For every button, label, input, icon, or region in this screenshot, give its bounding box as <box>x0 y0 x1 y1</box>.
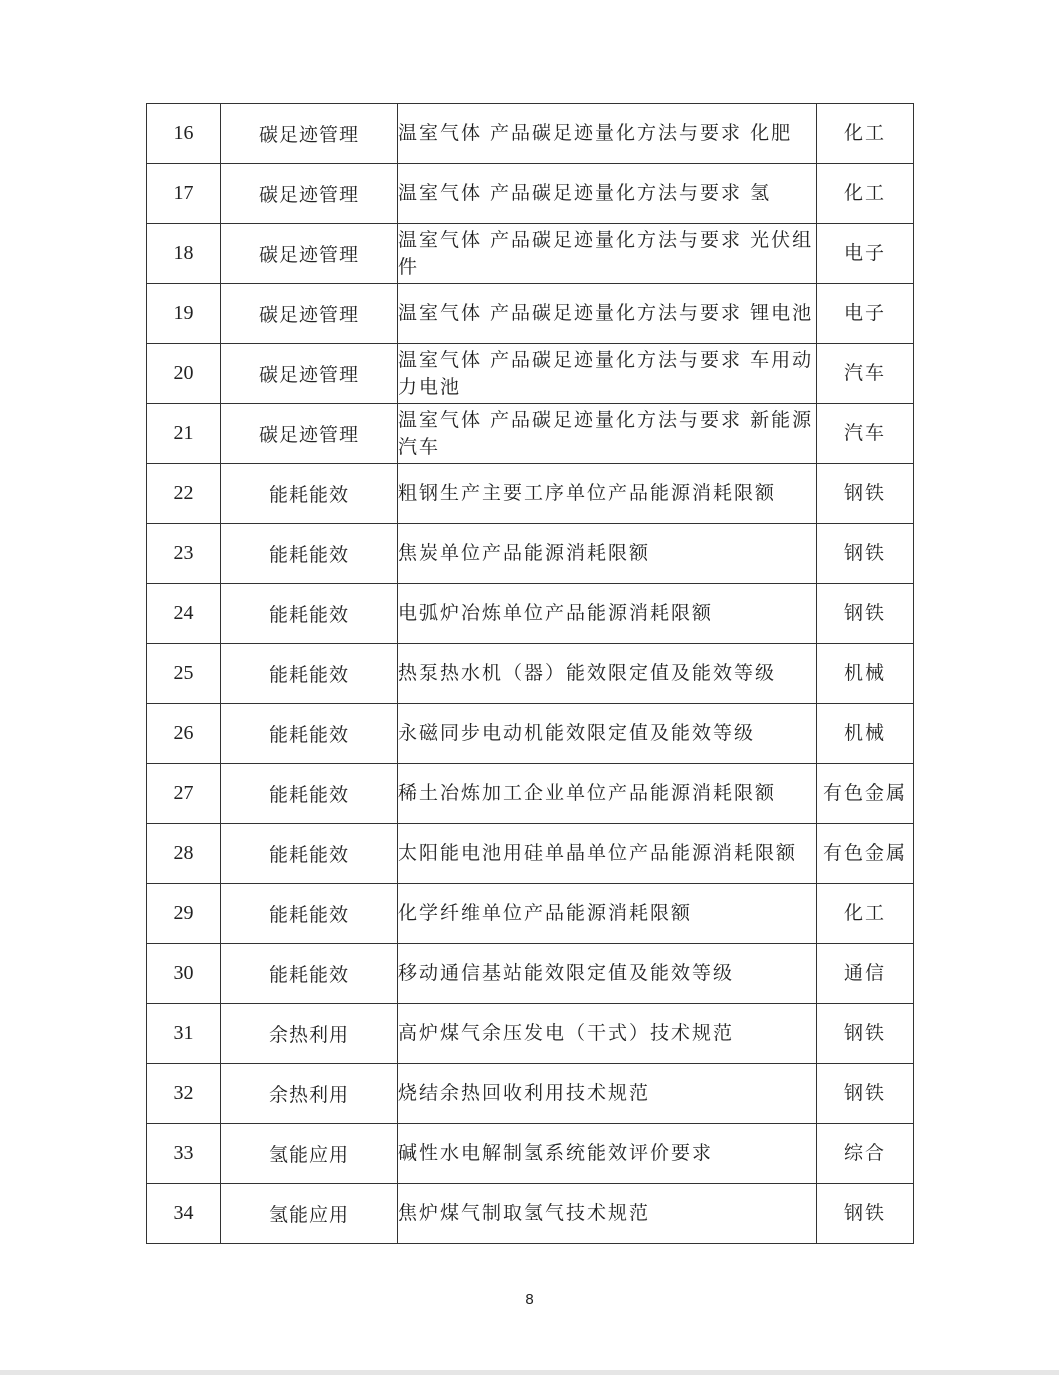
industry-cell: 钢铁 <box>817 1004 914 1064</box>
category-cell: 能耗能效 <box>221 584 398 644</box>
table-row <box>147 944 914 1004</box>
row-number-cell: 20 <box>147 344 221 404</box>
category-cell: 碳足迹管理 <box>221 104 398 164</box>
industry-cell: 通信 <box>817 944 914 1004</box>
table-row <box>147 344 914 404</box>
standard-name-cell: 稀土冶炼加工企业单位产品能源消耗限额 <box>398 764 817 824</box>
standard-name-cell: 永磁同步电动机能效限定值及能效等级 <box>398 704 817 764</box>
row-number-cell: 25 <box>147 644 221 704</box>
category-cell: 碳足迹管理 <box>221 284 398 344</box>
standard-name-cell: 温室气体 产品碳足迹量化方法与要求 光伏组件 <box>398 224 817 284</box>
table-row <box>147 524 914 584</box>
row-number-cell: 22 <box>147 464 221 524</box>
table-row <box>147 404 914 464</box>
table-row <box>147 584 914 644</box>
industry-cell: 钢铁 <box>817 464 914 524</box>
row-number-cell: 24 <box>147 584 221 644</box>
category-cell: 能耗能效 <box>221 704 398 764</box>
table-row <box>147 464 914 524</box>
row-number-cell: 23 <box>147 524 221 584</box>
table-row <box>147 104 914 164</box>
table-row <box>147 284 914 344</box>
row-number-cell: 30 <box>147 944 221 1004</box>
industry-cell: 汽车 <box>817 404 914 464</box>
row-number-cell: 34 <box>147 1184 221 1244</box>
industry-cell: 电子 <box>817 224 914 284</box>
table-row <box>147 1124 914 1184</box>
standard-name-cell: 温室气体 产品碳足迹量化方法与要求 车用动力电池 <box>398 344 817 404</box>
row-number-cell: 33 <box>147 1124 221 1184</box>
page-number: 8 <box>525 1291 534 1308</box>
row-number-cell: 32 <box>147 1064 221 1124</box>
standard-name-cell: 温室气体 产品碳足迹量化方法与要求 化肥 <box>398 104 817 164</box>
standard-name-cell: 温室气体 产品碳足迹量化方法与要求 氢 <box>398 164 817 224</box>
industry-cell: 钢铁 <box>817 1184 914 1244</box>
row-number-cell: 19 <box>147 284 221 344</box>
standard-name-cell: 焦炭单位产品能源消耗限额 <box>398 524 817 584</box>
standard-name-cell: 移动通信基站能效限定值及能效等级 <box>398 944 817 1004</box>
standard-name-cell: 高炉煤气余压发电（干式）技术规范 <box>398 1004 817 1064</box>
table-row <box>147 824 914 884</box>
table-row <box>147 644 914 704</box>
standard-name-cell: 热泵热水机（器）能效限定值及能效等级 <box>398 644 817 704</box>
category-cell: 余热利用 <box>221 1064 398 1124</box>
category-cell: 氢能应用 <box>221 1184 398 1244</box>
standard-name-cell: 烧结余热回收利用技术规范 <box>398 1064 817 1124</box>
row-number-cell: 29 <box>147 884 221 944</box>
page-bottom-edge <box>0 1370 1059 1375</box>
industry-cell: 化工 <box>817 104 914 164</box>
standard-name-cell: 温室气体 产品碳足迹量化方法与要求 锂电池 <box>398 284 817 344</box>
row-number-cell: 28 <box>147 824 221 884</box>
row-number-cell: 16 <box>147 104 221 164</box>
industry-cell: 钢铁 <box>817 1064 914 1124</box>
standard-name-cell: 化学纤维单位产品能源消耗限额 <box>398 884 817 944</box>
industry-cell: 有色金属 <box>817 824 914 884</box>
industry-cell: 机械 <box>817 704 914 764</box>
industry-cell: 汽车 <box>817 344 914 404</box>
table-row <box>147 1004 914 1064</box>
category-cell: 碳足迹管理 <box>221 344 398 404</box>
category-cell: 碳足迹管理 <box>221 224 398 284</box>
row-number-cell: 18 <box>147 224 221 284</box>
standard-name-cell: 电弧炉冶炼单位产品能源消耗限额 <box>398 584 817 644</box>
industry-cell: 有色金属 <box>817 764 914 824</box>
industry-cell: 电子 <box>817 284 914 344</box>
category-cell: 能耗能效 <box>221 644 398 704</box>
table-row <box>147 704 914 764</box>
category-cell: 能耗能效 <box>221 524 398 584</box>
industry-cell: 综合 <box>817 1124 914 1184</box>
standard-name-cell: 焦炉煤气制取氢气技术规范 <box>398 1184 817 1244</box>
row-number-cell: 26 <box>147 704 221 764</box>
category-cell: 氢能应用 <box>221 1124 398 1184</box>
standard-name-cell: 粗钢生产主要工序单位产品能源消耗限额 <box>398 464 817 524</box>
category-cell: 能耗能效 <box>221 764 398 824</box>
standards-table <box>146 103 914 1244</box>
standard-name-cell: 碱性水电解制氢系统能效评价要求 <box>398 1124 817 1184</box>
table-row <box>147 764 914 824</box>
table-row <box>147 1184 914 1244</box>
category-cell: 能耗能效 <box>221 944 398 1004</box>
table-body <box>147 104 914 1244</box>
standard-name-cell: 太阳能电池用硅单晶单位产品能源消耗限额 <box>398 824 817 884</box>
table-row <box>147 224 914 284</box>
standard-name-cell: 温室气体 产品碳足迹量化方法与要求 新能源汽车 <box>398 404 817 464</box>
table-row <box>147 1064 914 1124</box>
row-number-cell: 21 <box>147 404 221 464</box>
table-row <box>147 884 914 944</box>
category-cell: 余热利用 <box>221 1004 398 1064</box>
industry-cell: 机械 <box>817 644 914 704</box>
category-cell: 能耗能效 <box>221 824 398 884</box>
row-number-cell: 31 <box>147 1004 221 1064</box>
industry-cell: 钢铁 <box>817 524 914 584</box>
industry-cell: 化工 <box>817 884 914 944</box>
row-number-cell: 17 <box>147 164 221 224</box>
industry-cell: 钢铁 <box>817 584 914 644</box>
table-row <box>147 164 914 224</box>
industry-cell: 化工 <box>817 164 914 224</box>
category-cell: 能耗能效 <box>221 884 398 944</box>
row-number-cell: 27 <box>147 764 221 824</box>
category-cell: 碳足迹管理 <box>221 404 398 464</box>
category-cell: 能耗能效 <box>221 464 398 524</box>
category-cell: 碳足迹管理 <box>221 164 398 224</box>
